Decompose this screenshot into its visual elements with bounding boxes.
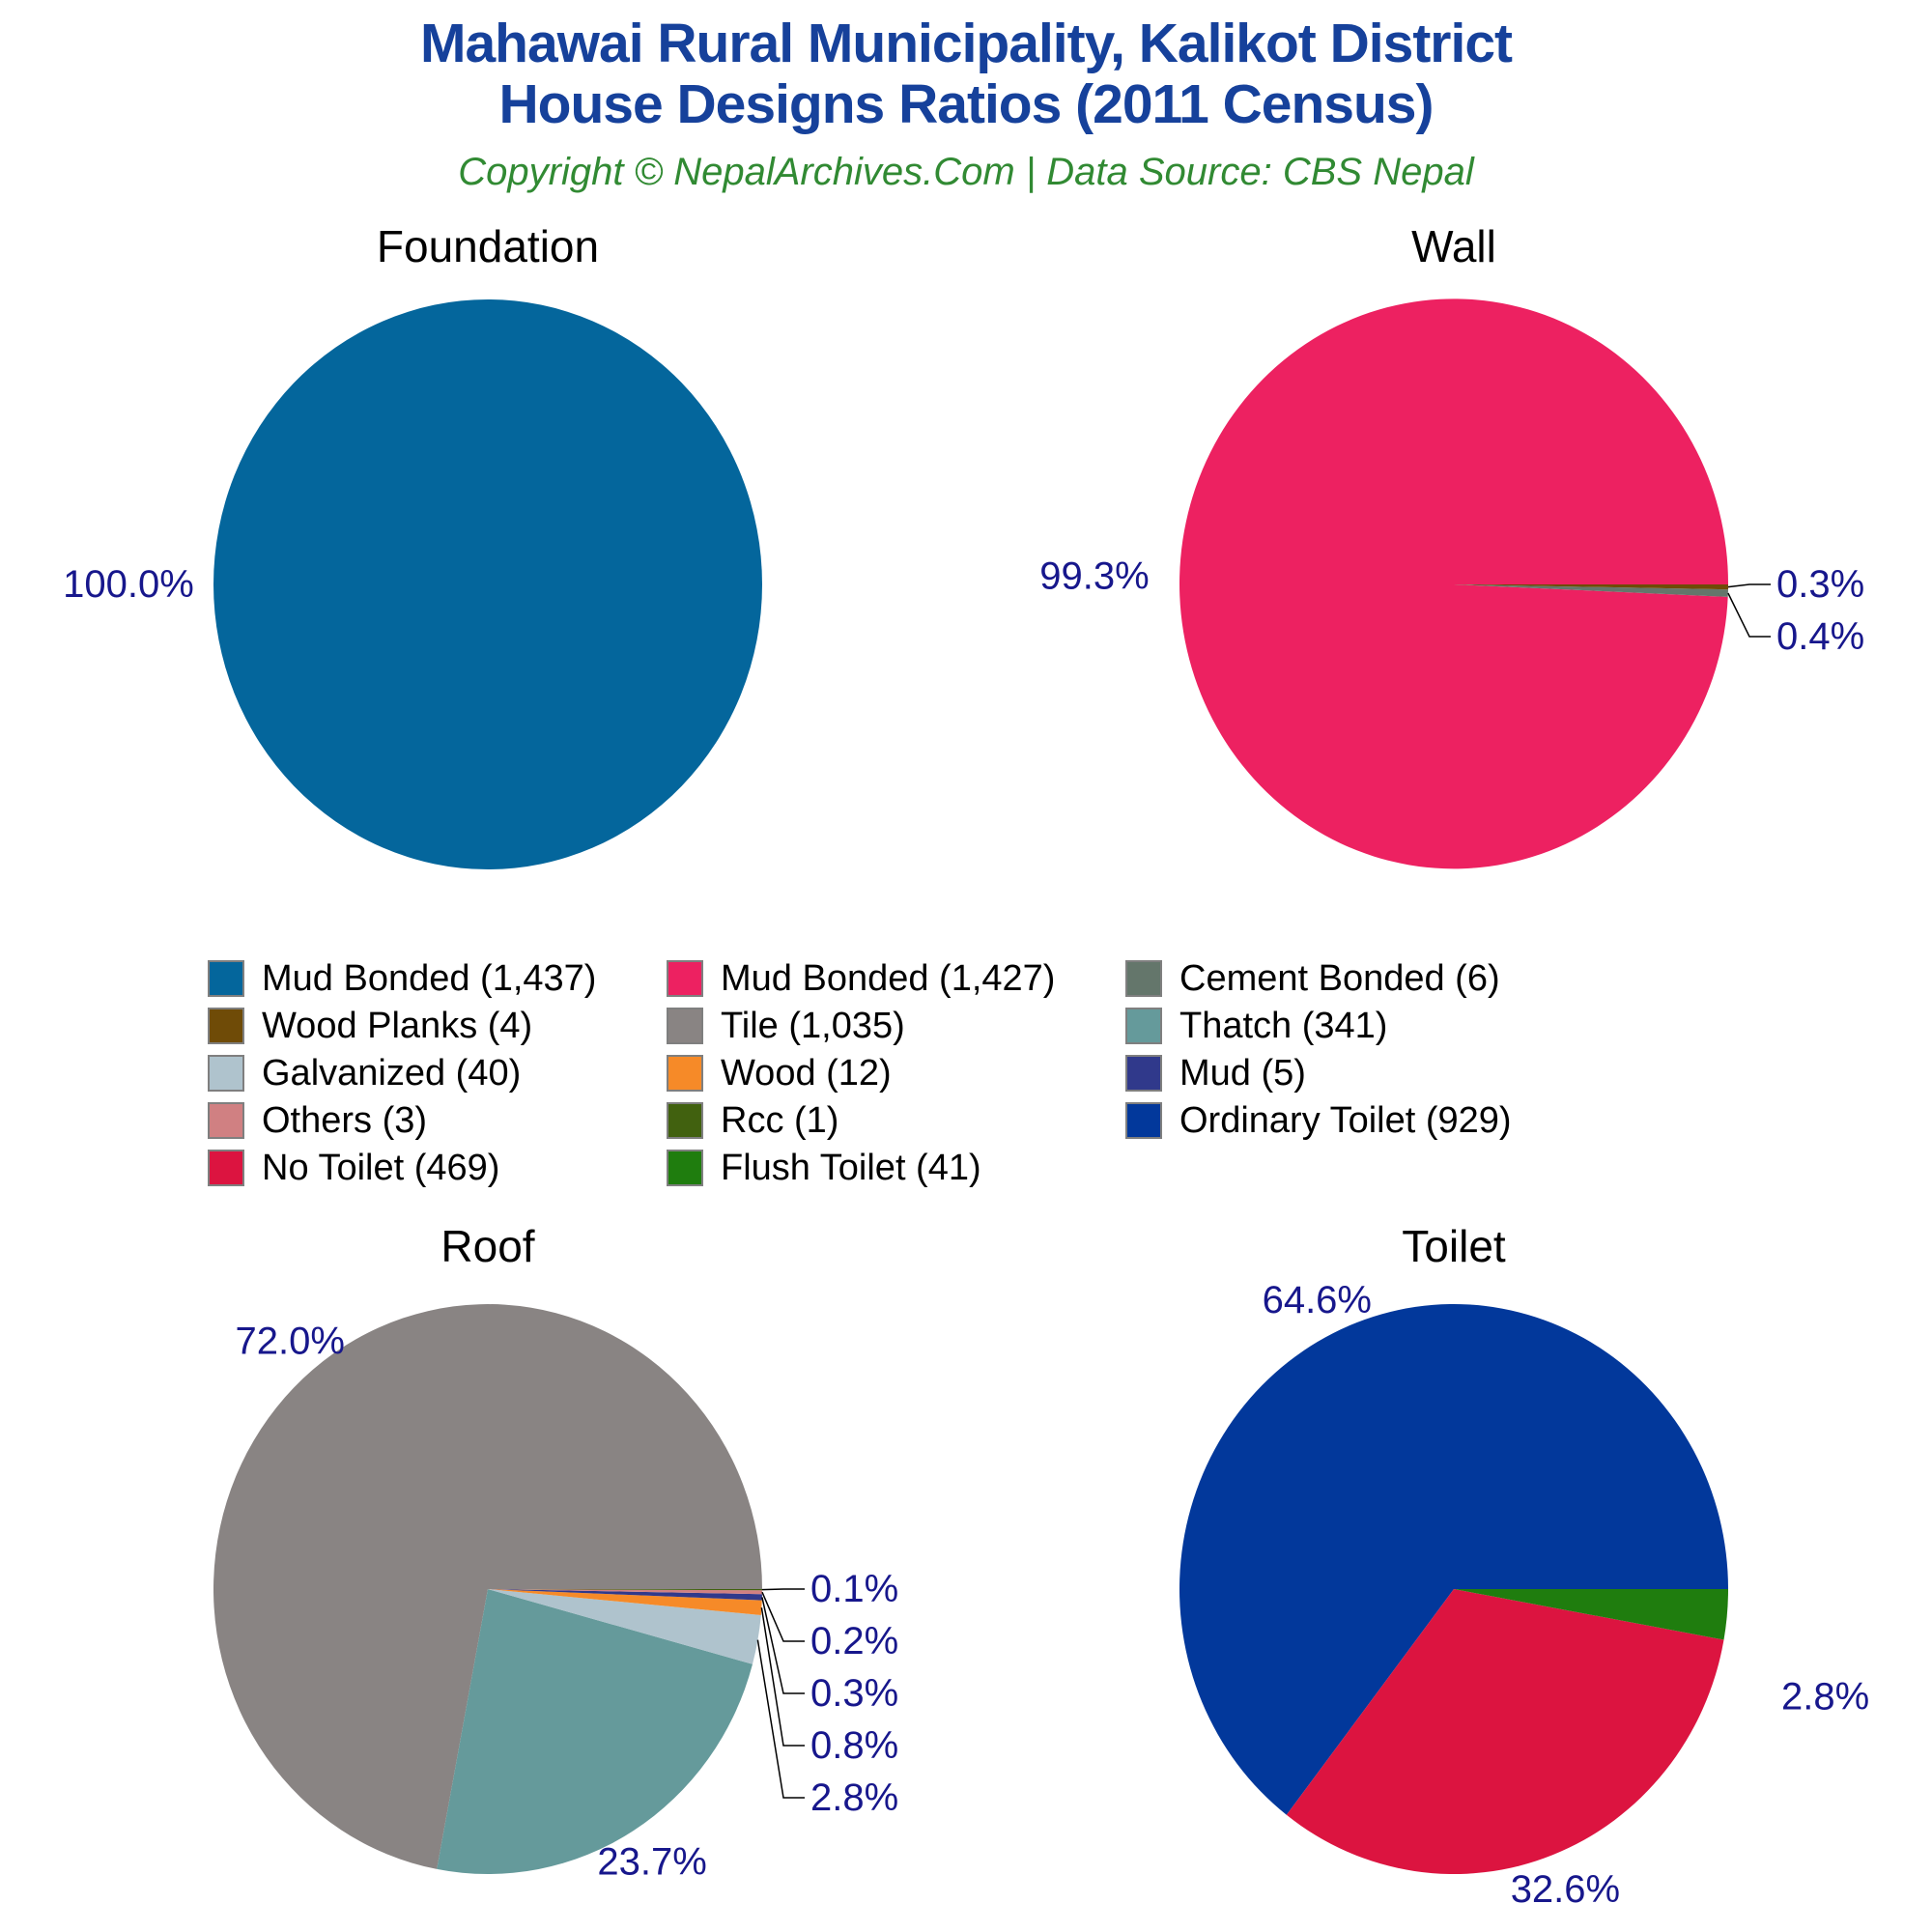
legend-item [1125,1053,1512,1094]
legend-item [667,958,1056,999]
legend-swatch [1125,1102,1162,1139]
legend-label: Mud (5) [1179,1053,1306,1094]
legend-label: Cement Bonded (6) [1179,958,1500,999]
copyright-subtitle: Copyright © NepalArchives.Com | Data Source: CBS Nepal [458,151,1474,193]
legend-swatch [1125,1055,1162,1092]
pie-title-toilet: Toilet [1402,1221,1506,1271]
legend-label: Mud Bonded (1,427) [721,958,1056,999]
leader-line-roof-others [762,1592,805,1641]
pct-label-wall-wood-planks: 0.3% [1776,563,1865,606]
leader-line-roof-rcc [762,1589,805,1590]
pct-label-foundation-mud-bonded: 100.0% [63,563,194,606]
legend-label: Tile (1,035) [721,1006,905,1046]
legend-swatch [208,1055,244,1092]
pct-label-toilet-no-toilet: 32.6% [1510,1868,1621,1911]
legend-item [1125,1006,1512,1046]
legend-item [208,1053,596,1094]
legend-column-2 [667,958,1056,1188]
legend-label: Rcc (1) [721,1100,839,1141]
legend-item [667,1006,1055,1046]
pct-label-wall-mud-bonded: 99.3% [1039,554,1150,598]
legend-item [208,1100,596,1141]
legend-column-1 [208,958,597,1188]
legend-item [208,958,597,999]
pie-foundation-slice-mud-bonded [213,299,762,869]
main-title-line2: House Designs Ratios (2011 Census) [498,72,1434,135]
pie-title-foundation: Foundation [376,221,600,271]
legend-label: Galvanized (40) [262,1053,522,1094]
pct-label-roof-others: 0.2% [810,1620,899,1662]
legend-swatch [667,1008,703,1044]
pct-label-toilet-ordinary-toilet: 64.6% [1262,1278,1373,1321]
pct-label-toilet-flush-toilet: 2.8% [1781,1675,1870,1719]
legend-item [667,1053,1055,1094]
leader-line-roof-mud [762,1597,805,1693]
legend-swatch [1125,1008,1162,1044]
pct-label-roof-thatch: 23.7% [597,1840,707,1884]
pct-label-roof-mud: 0.3% [810,1672,899,1715]
legend-item [667,1148,1055,1188]
pct-label-roof-galvanized: 2.8% [810,1776,899,1819]
legend-label: Mud Bonded (1,437) [262,958,597,999]
legend-swatch [667,1102,703,1139]
pie-title-roof: Roof [440,1221,535,1271]
legend-swatch [667,960,703,997]
legend-item [208,1006,596,1046]
legend-swatch [208,1150,244,1186]
legend-column-3 [1125,958,1512,1141]
legend-swatch [208,1102,244,1139]
legend-label: No Toilet (469) [262,1148,500,1188]
pct-label-roof-tile: 72.0% [235,1320,345,1363]
legend-label: Wood Planks (4) [262,1006,533,1046]
legend-swatch [667,1150,703,1186]
legend-swatch [208,960,244,997]
pie-title-wall: Wall [1411,221,1496,271]
pct-label-roof-rcc: 0.1% [810,1568,899,1610]
legend-item [1125,1100,1512,1141]
legend-label: Wood (12) [721,1053,892,1094]
legend-swatch [667,1055,703,1092]
leader-line-wall-cement-bonded [1728,593,1771,637]
legend-label: Flush Toilet (41) [721,1148,981,1188]
legend-item [208,1148,596,1188]
pie-wall-slice-mud-bonded [1179,298,1728,868]
legend-item [667,1100,1055,1141]
pct-label-roof-wood: 0.8% [810,1724,899,1767]
legend-label: Others (3) [262,1100,428,1141]
legend-swatch [1125,960,1162,997]
main-title-line1: Mahawai Rural Municipality, Kalikot District [419,13,1512,74]
legend-item [1125,958,1512,999]
legend-swatch [208,1008,244,1044]
leader-line-wall-wood-planks [1728,584,1771,587]
legend-label: Thatch (341) [1179,1006,1388,1046]
leader-line-roof-galvanized [757,1640,805,1798]
legend-label: Ordinary Toilet (929) [1179,1100,1512,1141]
pct-label-wall-cement-bonded: 0.4% [1776,615,1865,658]
leader-line-roof-wood [761,1607,805,1746]
